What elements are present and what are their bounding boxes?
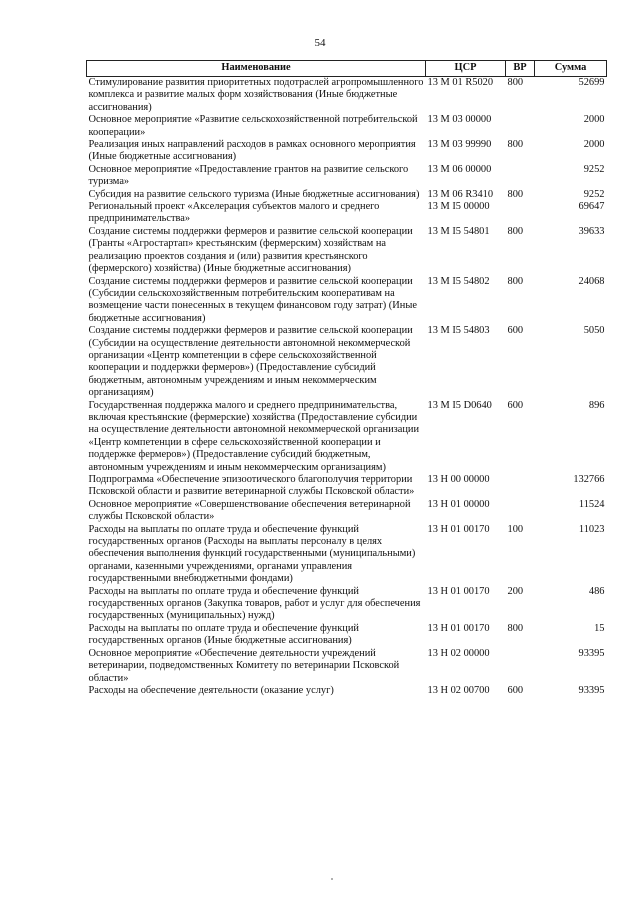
row-vr: 600 bbox=[507, 325, 524, 337]
row-sum: 486 bbox=[588, 585, 605, 597]
table-row bbox=[87, 586, 607, 623]
table-row bbox=[87, 164, 607, 189]
table-row bbox=[87, 276, 607, 326]
page-number: 54 bbox=[314, 37, 326, 49]
row-name: Субсидия на развитие сельского туризма (Иные бюджетные ассигнования) bbox=[88, 188, 420, 200]
row-csr: 13 Н 02 00700 bbox=[427, 684, 490, 696]
row-csr: 13 М I5 54802 bbox=[427, 275, 490, 287]
table-row bbox=[87, 685, 607, 697]
row-vr bbox=[506, 164, 535, 189]
row-csr: 13 М 03 99990 bbox=[427, 139, 492, 151]
row-sum: 2000 bbox=[583, 139, 605, 151]
row-name: Расходы на выплаты по оплате труда и обеспечение функций государственных органов (Иные бюджетные ассигнования) bbox=[88, 622, 359, 647]
table-row bbox=[87, 201, 607, 226]
row-csr: 13 Н 01 00170 bbox=[427, 622, 490, 634]
row-sum: 93395 bbox=[578, 647, 605, 659]
row-vr: 100 bbox=[507, 523, 524, 535]
row-sum: 132766 bbox=[573, 474, 605, 485]
row-csr: 13 М 06 R3410 bbox=[427, 188, 494, 200]
row-csr: 13 М I5 54801 bbox=[427, 225, 490, 237]
row-sum: 24068 bbox=[578, 275, 605, 287]
row-csr: 13 Н 01 00170 bbox=[427, 585, 490, 597]
row-csr: 13 М I5 D0640 bbox=[427, 399, 492, 411]
row-sum: 11524 bbox=[578, 498, 605, 510]
row-name: Основное мероприятие «Обеспечение деятельности учреждений ветеринарии, подведомственных Комитету по ветеринарии Псковской области» bbox=[88, 647, 400, 684]
row-name: Подпрограмма «Обеспечение эпизоотического благополучия территории Псковской области и развитие ветеринарной службы Псковской области» bbox=[88, 474, 415, 498]
row-csr: 13 М I5 54803 bbox=[427, 325, 490, 337]
row-sum: 9252 bbox=[583, 163, 605, 175]
row-name: Расходы на выплаты по оплате труда и обеспечение функций государственных органов (Расходы на выплаты персоналу в целях обеспечения выполнения функций государственными (муниципальными) органами, казенными учреждениями, органами управления государственными внебюджетными фондами) bbox=[88, 523, 416, 585]
row-vr bbox=[506, 499, 535, 524]
header-sum: Сумма bbox=[535, 61, 607, 77]
row-vr: 800 bbox=[507, 77, 524, 88]
row-vr: 800 bbox=[507, 275, 524, 287]
table-row bbox=[87, 139, 607, 164]
row-vr: 600 bbox=[507, 684, 524, 696]
row-vr: 800 bbox=[507, 225, 524, 237]
row-csr: 13 Н 00 00000 bbox=[427, 474, 490, 485]
row-name: Основное мероприятие «Совершенствование обеспечения ветеринарной службы Псковской области» bbox=[88, 498, 411, 523]
row-csr: 13 Н 01 00000 bbox=[427, 498, 490, 510]
row-csr: 13 М 06 00000 bbox=[427, 163, 492, 175]
row-vr bbox=[506, 648, 535, 685]
table-row bbox=[87, 226, 607, 276]
row-csr: 13 Н 01 00170 bbox=[427, 523, 490, 535]
row-sum: 11023 bbox=[578, 523, 605, 535]
row-sum: 2000 bbox=[583, 114, 605, 126]
header-vr: ВР bbox=[506, 61, 535, 77]
row-sum: 52699 bbox=[578, 77, 605, 88]
table-row bbox=[87, 77, 607, 115]
row-name: Основное мероприятие «Предоставление грантов на развитие сельского туризма» bbox=[88, 163, 409, 188]
row-name: Государственная поддержка малого и среднего предпринимательства, включая крестьянские (фермерские) хозяйства (Предоставление субсидии на осуществление деятельности автономной некоммерческой организации «Центр компетенции в сфере сельскохозяйственной кооперации и поддержке фермеров») (Предоставление субсидий бюджетным, автономным учреждениям и иным некоммерческим организациям) bbox=[88, 399, 420, 473]
row-vr bbox=[506, 114, 535, 139]
table-row bbox=[87, 400, 607, 474]
row-name: Создание системы поддержки фермеров и развитие сельской кооперации (Гранты «Агростартап» крестьянским (фермерским) хозяйствам на реализацию проектов создания и (или) развития крестьянского (фермерского) хозяйства) (Иные бюджетные ассигнования) bbox=[88, 225, 413, 275]
row-name: Стимулирование развития приоритетных подотраслей агропромышленного комплекса и развитие малых форм хозяйствования (Иные бюджетные ассигнования) bbox=[88, 77, 424, 113]
row-name: Основное мероприятие «Развитие сельскохозяйственной потребительской кооперации» bbox=[88, 114, 418, 138]
row-sum: 896 bbox=[588, 399, 605, 411]
row-sum: 15 bbox=[594, 622, 605, 634]
row-vr: 800 bbox=[507, 622, 524, 634]
budget-table bbox=[86, 60, 607, 697]
row-vr: 800 bbox=[507, 139, 524, 151]
row-vr: 600 bbox=[507, 399, 524, 411]
row-csr: 13 М 03 00000 bbox=[427, 114, 492, 126]
row-sum: 5050 bbox=[583, 325, 605, 337]
table-row bbox=[87, 623, 607, 648]
table-row bbox=[87, 189, 607, 201]
row-sum: 93395 bbox=[578, 684, 605, 696]
row-name: Реализация иных направлений расходов в рамках основного мероприятия (Иные бюджетные ассигнования) bbox=[88, 139, 416, 163]
table-row bbox=[87, 474, 607, 499]
row-csr: 13 Н 02 00000 bbox=[427, 647, 490, 659]
row-vr bbox=[506, 201, 535, 226]
table-row bbox=[87, 499, 607, 524]
row-sum: 69647 bbox=[578, 201, 605, 213]
table-row bbox=[87, 648, 607, 685]
table-header-row bbox=[87, 61, 607, 77]
row-vr bbox=[506, 474, 535, 499]
row-name: Региональный проект «Акселерация субъектов малого и среднего предпринимательства» bbox=[88, 201, 380, 225]
row-name: Создание системы поддержки фермеров и развитие сельской кооперации (Субсидии на осуществление деятельности автономной некоммерческой организации «Центр компетенции в сфере сельскохозяйственной кооперации и поддержки фермеров») (Предоставление субсидий бюджетным, автономным учреждениям и иным некоммерческим организациям) bbox=[88, 325, 413, 399]
row-vr: 200 bbox=[507, 585, 524, 597]
row-sum: 9252 bbox=[583, 188, 605, 200]
row-vr: 800 bbox=[507, 188, 524, 200]
row-csr: 13 М I5 00000 bbox=[427, 201, 490, 213]
table-row bbox=[87, 114, 607, 139]
scan-speck bbox=[331, 878, 333, 880]
row-name: Создание системы поддержки фермеров и развитие сельской кооперации (Субсидии сельскохозяйственным потребительским кооперативам на возмещение части понесенных в текущем финансовом году затрат) (Иные бюджетные ассигнования) bbox=[88, 275, 417, 324]
row-csr: 13 М 01 R5020 bbox=[427, 77, 494, 88]
header-name: Наименование bbox=[87, 61, 426, 77]
row-name: Расходы на обеспечение деятельности (оказание услуг) bbox=[88, 684, 334, 696]
table-row bbox=[87, 524, 607, 586]
table-row bbox=[87, 325, 607, 399]
row-sum: 39633 bbox=[578, 225, 605, 237]
header-csr: ЦСР bbox=[426, 61, 506, 77]
row-name: Расходы на выплаты по оплате труда и обеспечение функций государственных органов (Закупка товаров, работ и услуг для обеспечения государственных (муниципальных) нужд) bbox=[88, 585, 421, 622]
